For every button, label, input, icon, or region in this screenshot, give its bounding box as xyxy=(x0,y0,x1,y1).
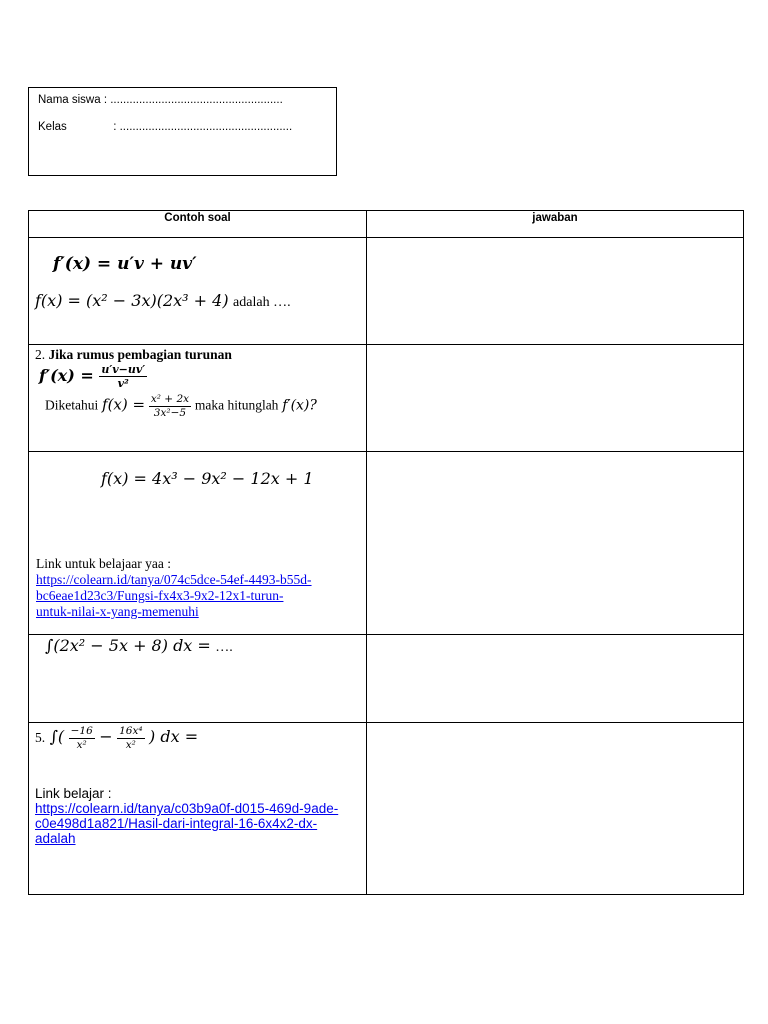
exercise-table xyxy=(28,210,744,895)
q2-number: 2. xyxy=(35,347,46,362)
q5-link-line-3[interactable]: adalah xyxy=(35,831,76,846)
question-row-1 xyxy=(29,238,744,345)
q2-quotient-rule xyxy=(39,364,147,389)
q4-integral: ∫(2x² − 5x + 8) dx = xyxy=(45,636,211,655)
q5-fraction-2 xyxy=(117,726,145,750)
q2-given-numerator: x² + 2x xyxy=(150,393,190,405)
question-cell-1 xyxy=(29,238,367,345)
q3-link-block xyxy=(36,556,312,620)
q5-fraction-2-numerator: 16x⁴ xyxy=(119,725,143,737)
q2-given-fraction xyxy=(149,394,191,418)
q5-link-line-1[interactable]: https://colearn.id/tanya/c03b9a0f-d015-469d-9ade- xyxy=(35,801,339,816)
question-row-5 xyxy=(29,723,744,895)
q2-rule-lhs: f′(x) = xyxy=(39,366,94,385)
q4-suffix: …. xyxy=(215,640,233,655)
q2-given-suffix: maka hitunglah xyxy=(194,397,279,413)
student-class-row xyxy=(38,121,292,133)
q1-suffix: adalah …. xyxy=(233,295,291,310)
answer-cell-4[interactable] xyxy=(367,635,744,723)
student-class-label: Kelas xyxy=(38,121,67,133)
question-row-2 xyxy=(29,345,744,452)
header-jawaban: jawaban xyxy=(367,211,744,238)
q1-problem xyxy=(35,291,291,311)
q2-given-denominator: 3x²−5 xyxy=(153,406,187,419)
q4-problem-line xyxy=(45,636,233,656)
question-cell-5 xyxy=(29,723,367,895)
q2-given-lhs: f(x) = xyxy=(102,395,146,414)
q2-title: Jika rumus pembagian turunan xyxy=(48,347,232,362)
q3-link-label: Link untuk belajaar yaa : xyxy=(36,556,171,571)
student-class-field[interactable]: ...................................................... xyxy=(119,121,293,133)
q2-title-line xyxy=(35,347,232,363)
q5-integral-close: ) dx = xyxy=(149,727,199,747)
q3-function: f(x) = 4x³ − 9x² − 12x + 1 xyxy=(101,469,314,488)
answer-cell-5[interactable] xyxy=(367,723,744,895)
q5-link-block xyxy=(35,786,338,846)
answer-cell-2[interactable] xyxy=(367,345,744,452)
q5-fraction-1-numerator: −16 xyxy=(70,725,93,737)
q3-link-line-1[interactable]: https://colearn.id/tanya/074c5dce-54ef-4493-b55d- xyxy=(36,572,312,587)
q1-function: f(x) = (x² − 3x)(2x³ + 4) xyxy=(35,291,229,310)
student-name-label: Nama siswa : xyxy=(38,94,108,106)
student-class-separator: : xyxy=(113,121,117,133)
answer-cell-1[interactable] xyxy=(367,238,744,345)
q3-link-line-3[interactable]: untuk-nilai-x-yang-memenuhi xyxy=(36,604,199,619)
q5-minus: − xyxy=(99,727,113,747)
q2-rule-numerator: u′v−uv′ xyxy=(101,363,146,376)
q5-problem-line xyxy=(35,726,198,750)
q5-fraction-2-denominator: x² xyxy=(125,738,136,751)
student-name-field[interactable]: ...................................................... xyxy=(110,94,283,106)
question-row-3 xyxy=(29,452,744,635)
q5-fraction-1-denominator: x² xyxy=(76,738,87,751)
student-info-box xyxy=(28,87,337,176)
table-header-row xyxy=(29,211,744,238)
q5-fraction-1 xyxy=(69,726,95,750)
q5-link-label: Link belajar : xyxy=(35,786,112,801)
student-name-row xyxy=(38,94,283,106)
header-contoh-soal: Contoh soal xyxy=(29,211,367,238)
q2-given-prefix: Diketahui xyxy=(45,397,99,413)
q2-given-line xyxy=(45,394,317,418)
q2-rule-denominator: v² xyxy=(117,377,129,390)
q1-product-rule: f′(x) = u′v + uv′ xyxy=(53,254,197,274)
question-cell-4 xyxy=(29,635,367,723)
question-row-4 xyxy=(29,635,744,723)
q2-rule-fraction xyxy=(99,364,147,389)
q5-number: 5. xyxy=(35,730,46,746)
question-cell-3 xyxy=(29,452,367,635)
answer-cell-3[interactable] xyxy=(367,452,744,635)
q5-integral-open: ∫( xyxy=(49,727,65,747)
q5-link-line-2[interactable]: c0e498d1a821/Hasil-dari-integral-16-6x4x2-dx- xyxy=(35,816,318,831)
question-cell-2 xyxy=(29,345,367,452)
q3-link-line-2[interactable]: bc6eae1d23c3/Fungsi-fx4x3-9x2-12x1-turun- xyxy=(36,588,284,603)
q2-given-target: f′(x)? xyxy=(282,397,317,414)
